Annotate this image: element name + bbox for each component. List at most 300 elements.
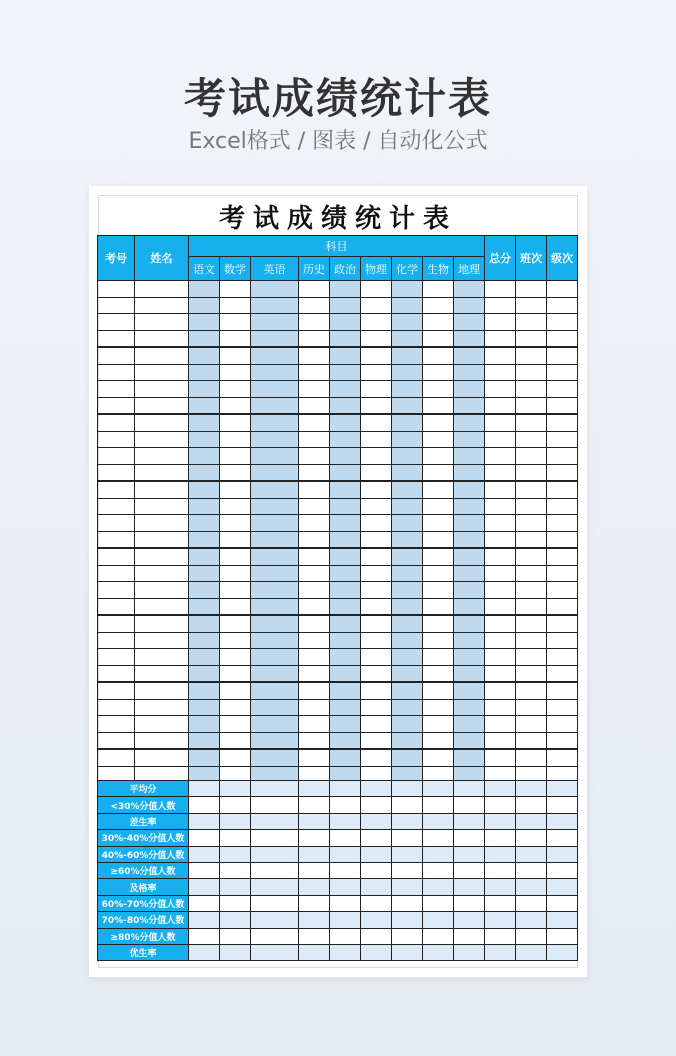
stats-cell[interactable] [423,813,454,829]
table-cell[interactable] [135,397,189,414]
table-cell[interactable] [220,649,251,666]
table-cell[interactable] [299,531,330,548]
table-cell[interactable] [516,565,547,582]
table-cell[interactable] [220,615,251,632]
table-cell[interactable] [330,732,361,749]
table-cell[interactable] [98,314,135,331]
stats-cell[interactable] [330,813,361,829]
table-cell[interactable] [299,481,330,498]
table-cell[interactable] [135,381,189,398]
table-cell[interactable] [98,632,135,649]
stats-cell[interactable] [361,912,392,928]
table-cell[interactable] [330,464,361,481]
table-cell[interactable] [330,682,361,699]
table-cell[interactable] [454,515,485,532]
table-cell[interactable] [361,615,392,632]
table-cell[interactable] [485,431,516,448]
table-cell[interactable] [299,330,330,347]
table-cell[interactable] [454,699,485,716]
table-cell[interactable] [135,448,189,465]
stats-cell[interactable] [220,928,251,944]
table-cell[interactable] [485,448,516,465]
table-cell[interactable] [98,749,135,766]
table-cell[interactable] [485,481,516,498]
table-cell[interactable] [423,281,454,298]
stats-cell[interactable] [251,797,299,813]
stats-cell[interactable] [547,846,578,862]
table-cell[interactable] [135,531,189,548]
table-cell[interactable] [189,582,220,599]
stats-cell[interactable] [485,879,516,895]
table-cell[interactable] [220,347,251,364]
table-cell[interactable] [220,582,251,599]
stats-cell[interactable] [547,830,578,846]
table-cell[interactable] [516,347,547,364]
stats-cell[interactable] [516,879,547,895]
stats-cell[interactable] [485,797,516,813]
table-cell[interactable] [135,364,189,381]
stats-cell[interactable] [189,797,220,813]
table-cell[interactable] [423,598,454,615]
table-cell[interactable] [454,565,485,582]
table-cell[interactable] [516,649,547,666]
table-cell[interactable] [189,330,220,347]
table-cell[interactable] [251,414,299,431]
table-cell[interactable] [454,632,485,649]
stats-cell[interactable] [547,928,578,944]
table-cell[interactable] [220,448,251,465]
table-cell[interactable] [516,464,547,481]
stats-cell[interactable] [516,944,547,960]
table-cell[interactable] [189,632,220,649]
stats-cell[interactable] [361,830,392,846]
table-cell[interactable] [547,381,578,398]
stats-cell[interactable] [220,813,251,829]
table-cell[interactable] [299,281,330,298]
table-cell[interactable] [423,716,454,733]
stats-cell[interactable] [516,862,547,878]
table-cell[interactable] [516,665,547,682]
table-cell[interactable] [485,598,516,615]
table-cell[interactable] [251,314,299,331]
table-cell[interactable] [454,397,485,414]
stats-cell[interactable] [361,928,392,944]
table-cell[interactable] [299,498,330,515]
table-cell[interactable] [251,347,299,364]
table-cell[interactable] [547,281,578,298]
table-cell[interactable] [330,448,361,465]
table-cell[interactable] [135,682,189,699]
table-cell[interactable] [454,531,485,548]
table-cell[interactable] [98,297,135,314]
stats-cell[interactable] [361,895,392,911]
stats-cell[interactable] [189,895,220,911]
stats-cell[interactable] [454,879,485,895]
stats-cell[interactable] [299,813,330,829]
stats-cell[interactable] [251,879,299,895]
table-cell[interactable] [251,381,299,398]
table-cell[interactable] [485,414,516,431]
table-cell[interactable] [392,598,423,615]
table-cell[interactable] [251,364,299,381]
table-cell[interactable] [189,364,220,381]
stats-cell[interactable] [361,781,392,797]
table-cell[interactable] [98,481,135,498]
table-cell[interactable] [485,314,516,331]
table-cell[interactable] [423,314,454,331]
table-cell[interactable] [251,548,299,565]
table-cell[interactable] [516,732,547,749]
table-cell[interactable] [454,347,485,364]
table-cell[interactable] [98,716,135,733]
table-cell[interactable] [98,615,135,632]
table-cell[interactable] [485,397,516,414]
table-cell[interactable] [392,732,423,749]
table-cell[interactable] [485,649,516,666]
table-cell[interactable] [547,749,578,766]
stats-cell[interactable] [392,813,423,829]
table-cell[interactable] [135,297,189,314]
stats-cell[interactable] [485,912,516,928]
table-cell[interactable] [485,582,516,599]
stats-cell[interactable] [299,928,330,944]
stats-cell[interactable] [361,862,392,878]
table-cell[interactable] [547,464,578,481]
table-cell[interactable] [135,598,189,615]
table-cell[interactable] [251,732,299,749]
table-cell[interactable] [547,414,578,431]
table-cell[interactable] [423,297,454,314]
table-cell[interactable] [189,431,220,448]
table-cell[interactable] [516,548,547,565]
table-cell[interactable] [516,699,547,716]
table-cell[interactable] [485,381,516,398]
stats-cell[interactable] [299,830,330,846]
table-cell[interactable] [330,381,361,398]
stats-cell[interactable] [485,781,516,797]
table-cell[interactable] [361,330,392,347]
table-cell[interactable] [299,314,330,331]
table-cell[interactable] [516,716,547,733]
table-cell[interactable] [361,498,392,515]
table-cell[interactable] [392,347,423,364]
table-cell[interactable] [423,732,454,749]
table-cell[interactable] [330,699,361,716]
table-cell[interactable] [485,699,516,716]
table-cell[interactable] [516,515,547,532]
table-cell[interactable] [251,598,299,615]
table-cell[interactable] [330,498,361,515]
stats-cell[interactable] [547,781,578,797]
table-cell[interactable] [189,397,220,414]
table-cell[interactable] [547,297,578,314]
table-cell[interactable] [220,632,251,649]
table-cell[interactable] [547,498,578,515]
table-cell[interactable] [392,565,423,582]
table-cell[interactable] [135,330,189,347]
table-cell[interactable] [98,414,135,431]
table-cell[interactable] [392,314,423,331]
table-cell[interactable] [98,699,135,716]
table-cell[interactable] [516,682,547,699]
table-cell[interactable] [299,364,330,381]
table-cell[interactable] [392,481,423,498]
table-cell[interactable] [361,565,392,582]
stats-cell[interactable] [330,781,361,797]
table-cell[interactable] [220,515,251,532]
table-cell[interactable] [299,732,330,749]
table-cell[interactable] [135,649,189,666]
table-cell[interactable] [251,464,299,481]
stats-cell[interactable] [485,928,516,944]
stats-cell[interactable] [392,846,423,862]
table-cell[interactable] [299,548,330,565]
table-cell[interactable] [251,615,299,632]
table-cell[interactable] [189,448,220,465]
table-cell[interactable] [361,732,392,749]
table-cell[interactable] [361,347,392,364]
stats-cell[interactable] [423,846,454,862]
table-cell[interactable] [423,498,454,515]
table-cell[interactable] [98,381,135,398]
table-cell[interactable] [361,749,392,766]
table-cell[interactable] [251,330,299,347]
table-cell[interactable] [299,615,330,632]
stats-cell[interactable] [189,862,220,878]
table-cell[interactable] [516,431,547,448]
stats-cell[interactable] [547,912,578,928]
table-cell[interactable] [330,364,361,381]
stats-cell[interactable] [299,781,330,797]
table-cell[interactable] [98,565,135,582]
stats-cell[interactable] [299,944,330,960]
stats-cell[interactable] [220,830,251,846]
stats-cell[interactable] [392,781,423,797]
table-cell[interactable] [454,431,485,448]
table-cell[interactable] [361,682,392,699]
stats-cell[interactable] [454,912,485,928]
stats-cell[interactable] [299,912,330,928]
table-cell[interactable] [423,397,454,414]
stats-cell[interactable] [454,862,485,878]
table-cell[interactable] [220,565,251,582]
table-cell[interactable] [299,448,330,465]
table-cell[interactable] [547,632,578,649]
stats-cell[interactable] [189,781,220,797]
table-cell[interactable] [220,397,251,414]
table-cell[interactable] [454,381,485,398]
table-cell[interactable] [361,699,392,716]
stats-cell[interactable] [516,813,547,829]
stats-cell[interactable] [299,846,330,862]
stats-cell[interactable] [454,830,485,846]
stats-cell[interactable] [547,879,578,895]
table-cell[interactable] [189,281,220,298]
stats-cell[interactable] [189,944,220,960]
stats-cell[interactable] [361,846,392,862]
table-cell[interactable] [251,448,299,465]
stats-cell[interactable] [251,944,299,960]
stats-cell[interactable] [454,846,485,862]
table-cell[interactable] [485,632,516,649]
table-cell[interactable] [392,716,423,733]
stats-cell[interactable] [220,862,251,878]
table-cell[interactable] [361,414,392,431]
stats-cell[interactable] [392,944,423,960]
table-cell[interactable] [299,565,330,582]
table-cell[interactable] [361,431,392,448]
table-cell[interactable] [423,464,454,481]
stats-cell[interactable] [485,830,516,846]
table-cell[interactable] [485,498,516,515]
table-cell[interactable] [220,464,251,481]
table-cell[interactable] [423,481,454,498]
table-cell[interactable] [251,515,299,532]
table-cell[interactable] [251,682,299,699]
table-cell[interactable] [299,716,330,733]
stats-cell[interactable] [251,781,299,797]
stats-cell[interactable] [189,830,220,846]
stats-cell[interactable] [423,912,454,928]
table-cell[interactable] [98,281,135,298]
table-cell[interactable] [361,281,392,298]
table-cell[interactable] [299,682,330,699]
table-cell[interactable] [361,314,392,331]
table-cell[interactable] [392,297,423,314]
table-cell[interactable] [330,414,361,431]
stats-cell[interactable] [547,797,578,813]
stats-cell[interactable] [330,830,361,846]
table-cell[interactable] [330,598,361,615]
table-cell[interactable] [454,598,485,615]
stats-cell[interactable] [423,830,454,846]
table-cell[interactable] [98,649,135,666]
table-cell[interactable] [135,716,189,733]
table-cell[interactable] [330,347,361,364]
table-cell[interactable] [361,598,392,615]
table-cell[interactable] [330,665,361,682]
table-cell[interactable] [547,598,578,615]
table-cell[interactable] [454,297,485,314]
table-cell[interactable] [135,481,189,498]
table-cell[interactable] [485,682,516,699]
table-cell[interactable] [547,665,578,682]
stats-cell[interactable] [330,846,361,862]
table-cell[interactable] [135,615,189,632]
table-cell[interactable] [98,682,135,699]
stats-cell[interactable] [547,862,578,878]
table-cell[interactable] [189,297,220,314]
stats-cell[interactable] [299,895,330,911]
stats-cell[interactable] [220,781,251,797]
table-cell[interactable] [454,548,485,565]
table-cell[interactable] [547,431,578,448]
table-cell[interactable] [135,314,189,331]
table-cell[interactable] [189,716,220,733]
table-cell[interactable] [98,347,135,364]
table-cell[interactable] [485,531,516,548]
table-cell[interactable] [454,464,485,481]
stats-cell[interactable] [485,813,516,829]
table-cell[interactable] [299,749,330,766]
stats-cell[interactable] [454,797,485,813]
stats-cell[interactable] [330,912,361,928]
table-cell[interactable] [330,314,361,331]
stats-cell[interactable] [516,928,547,944]
table-cell[interactable] [189,515,220,532]
table-cell[interactable] [135,464,189,481]
table-cell[interactable] [423,548,454,565]
table-cell[interactable] [330,297,361,314]
table-cell[interactable] [189,665,220,682]
table-cell[interactable] [423,531,454,548]
table-cell[interactable] [361,481,392,498]
table-cell[interactable] [547,515,578,532]
stats-cell[interactable] [251,813,299,829]
table-cell[interactable] [392,699,423,716]
table-cell[interactable] [189,381,220,398]
stats-cell[interactable] [220,846,251,862]
table-cell[interactable] [547,330,578,347]
stats-cell[interactable] [454,781,485,797]
table-cell[interactable] [330,548,361,565]
table-cell[interactable] [189,414,220,431]
table-cell[interactable] [251,632,299,649]
table-cell[interactable] [220,481,251,498]
table-cell[interactable] [361,649,392,666]
table-cell[interactable] [454,448,485,465]
stats-cell[interactable] [220,797,251,813]
stats-cell[interactable] [251,912,299,928]
stats-cell[interactable] [423,862,454,878]
table-cell[interactable] [547,548,578,565]
table-cell[interactable] [361,582,392,599]
table-cell[interactable] [454,749,485,766]
table-cell[interactable] [547,582,578,599]
table-cell[interactable] [251,431,299,448]
table-cell[interactable] [423,431,454,448]
stats-cell[interactable] [454,813,485,829]
table-cell[interactable] [189,699,220,716]
table-cell[interactable] [423,330,454,347]
table-cell[interactable] [547,364,578,381]
table-cell[interactable] [454,330,485,347]
table-cell[interactable] [189,464,220,481]
table-cell[interactable] [516,632,547,649]
table-cell[interactable] [330,649,361,666]
table-cell[interactable] [251,498,299,515]
stats-cell[interactable] [392,912,423,928]
table-cell[interactable] [98,364,135,381]
table-cell[interactable] [98,531,135,548]
table-cell[interactable] [361,297,392,314]
stats-cell[interactable] [423,797,454,813]
table-cell[interactable] [299,464,330,481]
table-cell[interactable] [392,615,423,632]
table-cell[interactable] [220,414,251,431]
table-cell[interactable] [299,632,330,649]
table-cell[interactable] [220,531,251,548]
table-cell[interactable] [485,347,516,364]
table-cell[interactable] [251,716,299,733]
table-cell[interactable] [135,632,189,649]
table-cell[interactable] [135,347,189,364]
table-cell[interactable] [330,615,361,632]
table-cell[interactable] [98,397,135,414]
table-cell[interactable] [189,649,220,666]
table-cell[interactable] [516,397,547,414]
table-cell[interactable] [547,716,578,733]
